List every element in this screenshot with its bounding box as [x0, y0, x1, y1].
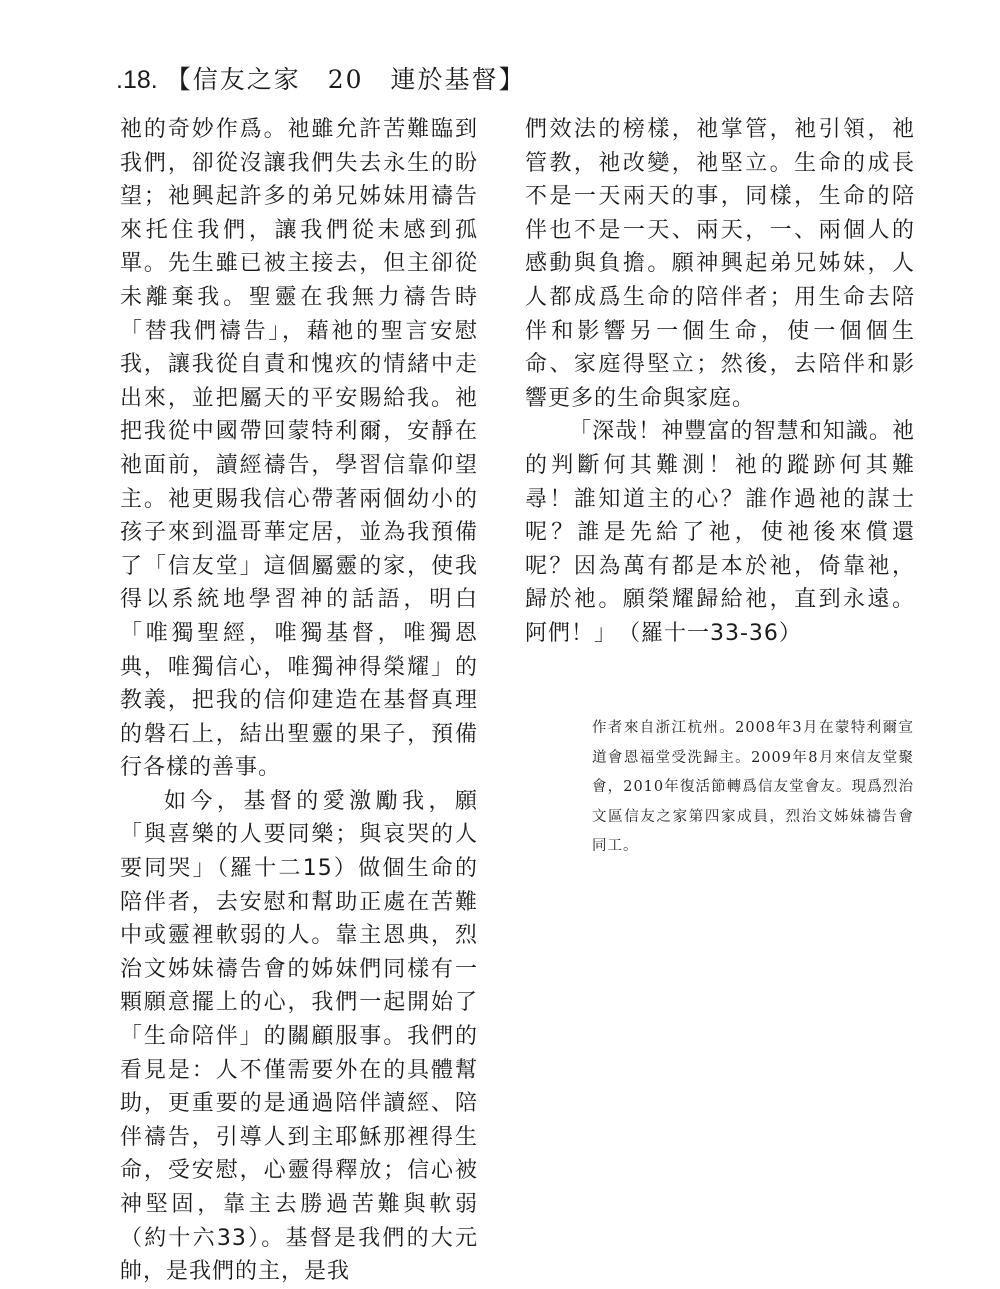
page-number: .18.	[116, 66, 158, 94]
left-column	[120, 113, 478, 1289]
right-paragraph-1: 們效法的榜樣，祂掌管，祂引領，祂管教，祂改變，祂堅立。生命的成長不是一天兩天的事，同樣，生命的陪伴也不是一天、兩天，一、兩個人的感動與負擔。願神興起弟兄姊妹，人人都成爲生命的陪伴者；用生命去陪伴和影響另一個生命，使一個個生命、家庭得堅立；然後，去陪伴和影響更多的生命與家庭。	[525, 117, 915, 411]
author-bio-note: 作者來自浙江杭州。2008年3月在蒙特利爾宣道會恩福堂受洗歸主。2009年8月來信友堂聚會，2010年復活節轉爲信友堂會友。現爲烈治文區信友之家第四家成員，烈治文姊妹禱告會同工。	[592, 720, 914, 854]
left-paragraph-1: 祂的奇妙作爲。祂雖允許苦難臨到我們，卻從沒讓我們失去永生的盼望；祂興起許多的弟兄姊妹用禱告來托住我們，讓我們從未感到孤單。先生雖已被主接去，但主卻從未離棄我。聖靈在我無力禱告時「替我們禱告」，藉祂的聖言安慰我，讓我從自責和愧疚的情緒中走出來，並把屬天的平安賜給我。祂把我從中國帶回蒙特利爾，安靜在祂面前，讀經禱告，學習信靠仰望主。祂更賜我信心帶著兩個幼小的孩子來到溫哥華定居，並為我預備了「信友堂」這個屬靈的家，使我得以系統地學習神的話語，明白「唯獨聖經，唯獨基督，唯獨恩典，唯獨信心，唯獨神得榮耀」的教義，把我的信仰建造在基督真理的磐石上，結出聖靈的果子，預備行各樣的善事。	[120, 117, 478, 781]
page-header	[116, 60, 526, 100]
left-paragraph-2: 如今，基督的愛激勵我，願「與喜樂的人要同樂；與哀哭的人要同哭」（羅十二15）做個生命的陪伴者，去安慰和幫助正處在苦難中或靈裡軟弱的人。靠主恩典，烈治文姊妹禱告會的姊妹們同樣有一顆願意擺上的心，我們一起開始了「生命陪伴」的關顧服事。我們的看見是：人不僅需要外在的具體幫助，更重要的是通過陪伴讀經、陪伴禱告，引導人到主耶穌那裡得生命，受安慰，心靈得釋放；信心被神堅固，靠主去勝過苦難與軟弱（約十六33）。基督是我們的大元帥，是我們的主，是我	[120, 788, 478, 1285]
right-column	[525, 113, 915, 651]
scripture-quote: 「深哉！神豐富的智慧和知識。祂的判斷何其難測！祂的蹤跡何其難尋！誰知道主的心？誰作過祂的謀士呢？誰是先給了祂，使祂後來償還呢？因為萬有都是本於祂，倚靠祂，歸於祂。願榮耀歸給祂，直到永遠。阿們！」 （羅十一33-36）	[525, 419, 915, 646]
section-title: 【信友之家 20 連於基督】	[165, 65, 526, 94]
